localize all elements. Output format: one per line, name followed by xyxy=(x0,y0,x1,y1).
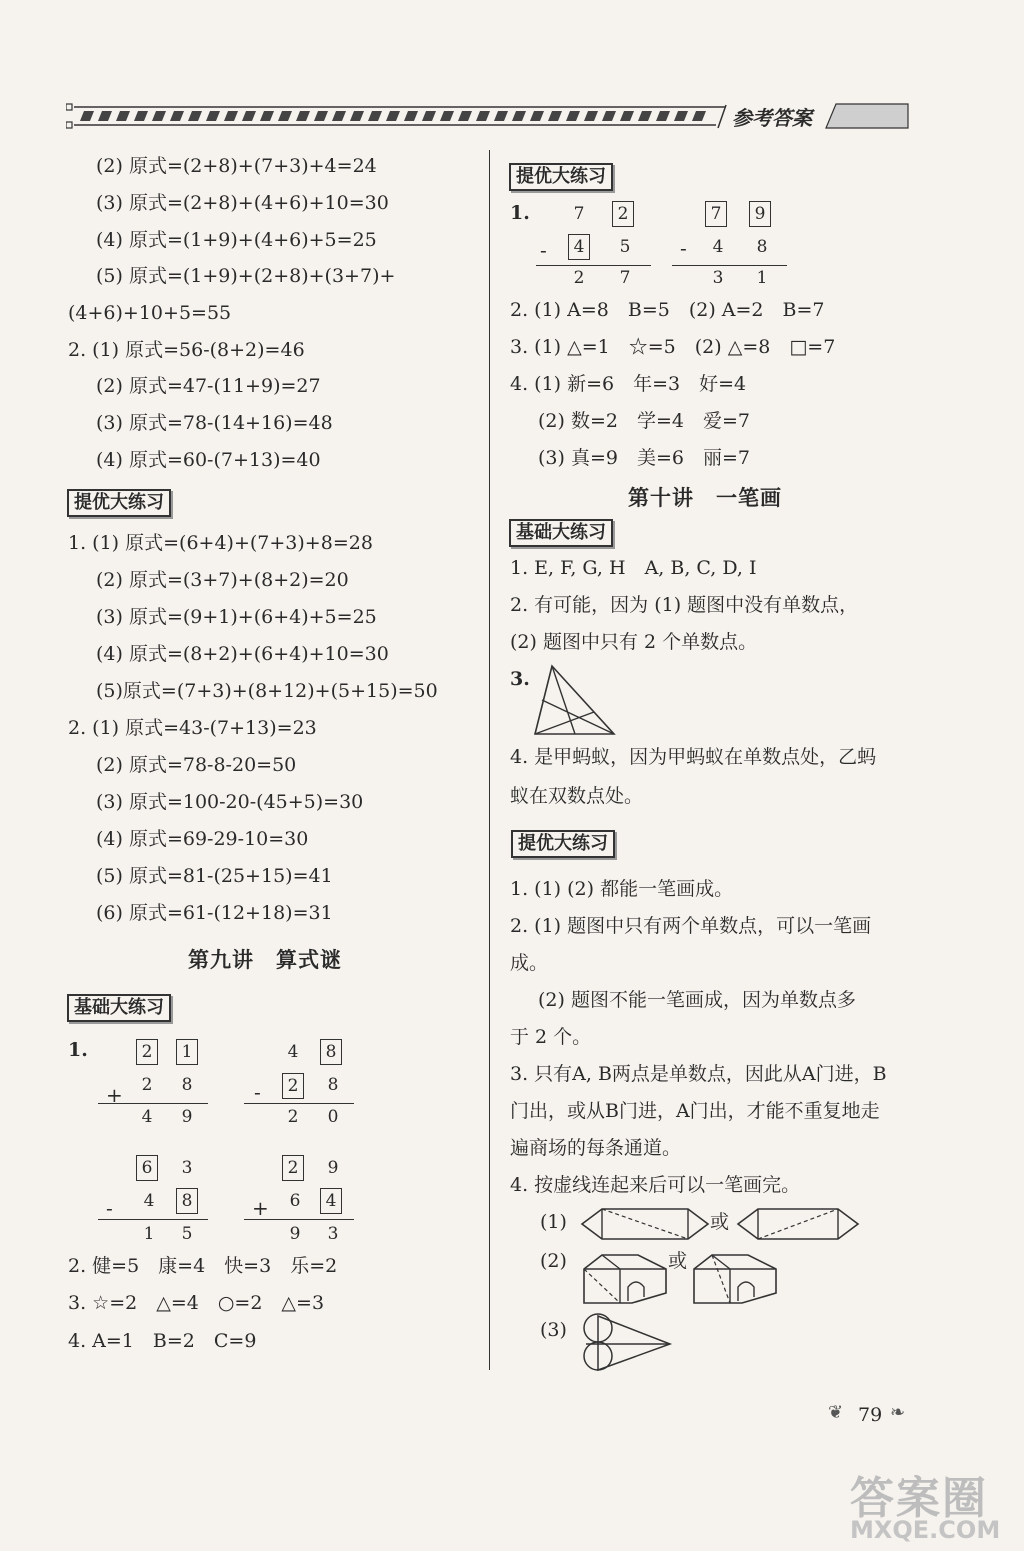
lecture9-title: 第九讲 算式谜 xyxy=(188,948,342,972)
digit: 3 xyxy=(327,1224,339,1244)
hexagon-figure-2 xyxy=(736,1207,860,1241)
digit: 8 xyxy=(756,237,768,257)
hatch-mark xyxy=(278,111,292,121)
hatch-mark xyxy=(170,111,184,121)
figure-label: (1) xyxy=(540,1211,567,1233)
page-number-ornament: ❦ xyxy=(828,1402,844,1423)
digit: 4 xyxy=(143,1191,155,1211)
right-line: 3. xyxy=(510,668,530,690)
header-title: 参考答案 xyxy=(732,106,812,130)
left-line: 3. ☆=2 △=4 ○=2 △=3 xyxy=(68,1292,325,1314)
hatch-mark xyxy=(206,111,220,121)
lecture10-title: 第十讲 一笔画 xyxy=(628,486,782,510)
answer-box: 4 xyxy=(568,234,590,260)
digit: 4 xyxy=(712,237,724,257)
hatch-mark xyxy=(80,111,94,121)
left-line: 2. (1) 原式=56-(8+2)=46 xyxy=(68,339,305,361)
digit: 9 xyxy=(181,1107,193,1127)
answer-box: 8 xyxy=(320,1039,342,1065)
section-label-advanced: 提优大练习 xyxy=(511,830,615,858)
sum-line xyxy=(244,1219,354,1220)
digit: 7 xyxy=(619,268,631,288)
right-line: 4. 是甲蚂蚁，因为甲蚂蚁在单数点处，乙蚂 xyxy=(510,746,877,768)
right-line: 2. 有可能，因为 (1) 题图中没有单数点， xyxy=(510,594,859,616)
hatch-mark xyxy=(458,111,472,121)
circle-kite-figure xyxy=(578,1312,674,1374)
hatch-mark xyxy=(224,111,238,121)
left-line: 4. A=1 B=2 C=9 xyxy=(68,1330,257,1352)
right-line: 4. (1) 新=6 年=3 好=4 xyxy=(510,373,747,395)
digit: 4 xyxy=(287,1042,299,1062)
hatch-mark xyxy=(116,111,130,121)
figure-label: (3) xyxy=(540,1319,567,1341)
digit: 3 xyxy=(181,1158,193,1178)
right-line: 成。 xyxy=(510,952,549,974)
header-band xyxy=(66,100,911,132)
right-line: 1. (1) (2) 都能一笔画成。 xyxy=(510,878,734,900)
watermark-url: MXQE.COM xyxy=(850,1516,1001,1544)
section-label-advanced: 提优大练习 xyxy=(509,163,613,191)
hexagon-figure-1 xyxy=(580,1207,710,1241)
question-number: 1. xyxy=(510,202,530,224)
left-line: (2) 原式=(3+7)+(8+2)=20 xyxy=(96,569,349,591)
diff-line xyxy=(672,265,787,266)
minus-sign: - xyxy=(106,1196,113,1220)
or-text: 或 xyxy=(668,1250,688,1272)
left-line: (4) 原式=(1+9)+(4+6)+5=25 xyxy=(96,229,377,251)
plus-sign: + xyxy=(106,1083,123,1107)
right-line: 门出，或从B门进，A门出，才能不重复地走 xyxy=(510,1100,880,1122)
page-number: 79 xyxy=(858,1404,883,1426)
answer-box: 7 xyxy=(705,201,727,227)
right-line: (3) 真=9 美=6 丽=7 xyxy=(538,447,750,469)
hatch-mark xyxy=(422,111,436,121)
answer-box: 2 xyxy=(612,201,634,227)
right-line: (2) 题图中只有 2 个单数点。 xyxy=(510,631,758,653)
right-line: 3. (1) △=1 ☆=5 (2) △=8 □=7 xyxy=(510,336,836,358)
digit: 7 xyxy=(573,204,585,224)
hatch-mark xyxy=(332,111,346,121)
section-label-basic: 基础大练习 xyxy=(67,994,171,1022)
sum-line xyxy=(98,1103,208,1104)
hatch-mark xyxy=(602,111,616,121)
hatch-mark xyxy=(548,111,562,121)
diff-line xyxy=(244,1103,354,1104)
hatch-mark xyxy=(620,111,634,121)
left-line: (5) 原式=81-(25+15)=41 xyxy=(96,865,333,887)
hatch-mark xyxy=(494,111,508,121)
digit: 9 xyxy=(327,1158,339,1178)
right-line: (2) 题图不能一笔画成，因为单数点多 xyxy=(538,989,856,1011)
question-number: 1. xyxy=(68,1039,88,1061)
answer-box: 4 xyxy=(320,1188,342,1214)
right-line: 1. E, F, G, H A, B, C, D, I xyxy=(510,557,757,579)
digit: 6 xyxy=(289,1191,301,1211)
diff-line xyxy=(536,265,651,266)
hatch-mark xyxy=(584,111,598,121)
digit: 0 xyxy=(327,1107,339,1127)
digit: 4 xyxy=(141,1107,153,1127)
digit: 2 xyxy=(573,268,585,288)
digit: 8 xyxy=(327,1075,339,1095)
hatch-mark xyxy=(152,111,166,121)
digit: 8 xyxy=(181,1075,193,1095)
right-line: 遍商场的每条通道。 xyxy=(510,1137,682,1159)
left-line: (2) 原式=78-8-20=50 xyxy=(96,754,297,776)
digit: 5 xyxy=(619,237,631,257)
right-line: 3. 只有A, B两点是单数点，因此从A门进，B xyxy=(510,1063,887,1085)
digit: 9 xyxy=(289,1224,301,1244)
left-line: (5) 原式=(1+9)+(2+8)+(3+7)+ xyxy=(96,265,396,287)
right-line: 2. (1) 题图中只有两个单数点，可以一笔画 xyxy=(510,915,872,937)
answer-box: 1 xyxy=(176,1039,198,1065)
left-line: (4) 原式=60-(7+13)=40 xyxy=(96,449,321,471)
house-figure-2 xyxy=(690,1245,780,1307)
answer-box: 2 xyxy=(282,1073,304,1099)
figure-label: (2) xyxy=(540,1250,567,1272)
hatch-mark xyxy=(134,111,148,121)
left-line: (4+6)+10+5=55 xyxy=(68,302,232,324)
answer-box: 2 xyxy=(136,1039,158,1065)
column-divider xyxy=(489,150,490,1370)
answer-box: 9 xyxy=(749,201,771,227)
left-line: (4) 原式=(8+2)+(6+4)+10=30 xyxy=(96,643,389,665)
section-label-advanced: 提优大练习 xyxy=(67,489,171,517)
left-line: (3) 原式=78-(14+16)=48 xyxy=(96,412,333,434)
hatch-mark xyxy=(674,111,688,121)
watermark-logo: 答案圈 xyxy=(850,1473,988,1524)
right-line: 蚁在双数点处。 xyxy=(510,785,644,807)
hatch-mark xyxy=(386,111,400,121)
right-line: 于 2 个。 xyxy=(510,1026,592,1048)
plus-sign: + xyxy=(252,1196,269,1220)
digit: 1 xyxy=(756,268,768,288)
page-number-ornament: ❧ xyxy=(890,1402,906,1423)
digit: 3 xyxy=(712,268,724,288)
left-line: (3) 原式=(2+8)+(4+6)+10=30 xyxy=(96,192,389,214)
digit: 2 xyxy=(287,1107,299,1127)
right-line: 2. (1) A=8 B=5 (2) A=2 B=7 xyxy=(510,299,825,321)
house-figure-1 xyxy=(580,1245,670,1307)
hatch-mark xyxy=(314,111,328,121)
triangle-figure xyxy=(532,662,618,738)
digit: 5 xyxy=(181,1224,193,1244)
hatch-mark xyxy=(566,111,580,121)
left-line: (5)原式=(7+3)+(8+12)+(5+15)=50 xyxy=(96,680,438,702)
hatch-mark xyxy=(656,111,670,121)
left-line: (3) 原式=100-20-(45+5)=30 xyxy=(96,791,364,813)
digit: 1 xyxy=(143,1224,155,1244)
hatch-mark xyxy=(296,111,310,121)
left-line: (2) 原式=(2+8)+(7+3)+4=24 xyxy=(96,155,377,177)
hatch-mark xyxy=(98,111,112,121)
hatch-mark xyxy=(530,111,544,121)
section-label-basic: 基础大练习 xyxy=(509,519,613,547)
digit: 2 xyxy=(141,1075,153,1095)
minus-sign: - xyxy=(540,238,547,262)
hatch-mark xyxy=(692,111,706,121)
answer-box: 2 xyxy=(282,1155,304,1181)
left-line: (3) 原式=(9+1)+(6+4)+5=25 xyxy=(96,606,377,628)
hatch-mark xyxy=(368,111,382,121)
left-line: (4) 原式=69-29-10=30 xyxy=(96,828,309,850)
left-line: 2. (1) 原式=43-(7+13)=23 xyxy=(68,717,317,739)
hatch-mark xyxy=(476,111,490,121)
hatch-mark xyxy=(260,111,274,121)
or-text: 或 xyxy=(710,1211,730,1233)
answer-box: 8 xyxy=(176,1188,198,1214)
hatch-mark xyxy=(512,111,526,121)
hatch-mark xyxy=(440,111,454,121)
hatch-mark xyxy=(638,111,652,121)
hatch-mark xyxy=(188,111,202,121)
minus-sign: - xyxy=(254,1080,261,1104)
right-line: (2) 数=2 学=4 爱=7 xyxy=(538,410,750,432)
left-line: 1. (1) 原式=(6+4)+(7+3)+8=28 xyxy=(68,532,373,554)
hatch-mark xyxy=(242,111,256,121)
hatch-mark xyxy=(404,111,418,121)
minus-sign: - xyxy=(680,236,687,260)
left-line: (6) 原式=61-(12+18)=31 xyxy=(96,902,333,924)
right-line: 4. 按虚线连起来后可以一笔画完。 xyxy=(510,1174,801,1196)
answer-box: 6 xyxy=(136,1155,158,1181)
left-line: 2. 健=5 康=4 快=3 乐=2 xyxy=(68,1255,338,1277)
diff-line xyxy=(98,1219,208,1220)
left-line: (2) 原式=47-(11+9)=27 xyxy=(96,375,321,397)
hatch-mark xyxy=(350,111,364,121)
